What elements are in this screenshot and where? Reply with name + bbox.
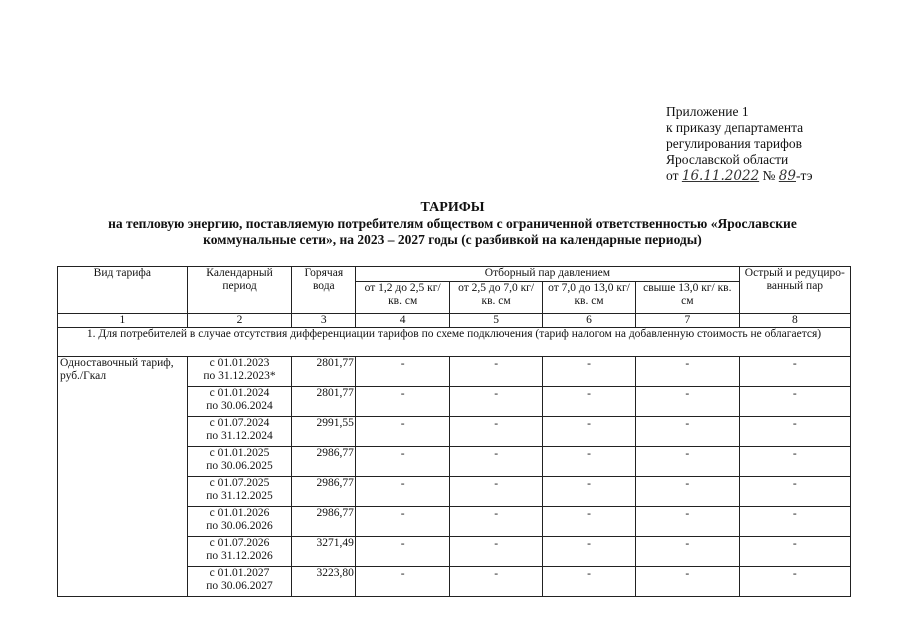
appendix-line: к приказу департамента bbox=[666, 120, 804, 135]
hot-water-value: 2801,77 bbox=[292, 357, 356, 387]
steam-2-value: - bbox=[450, 537, 543, 567]
steam-1-value: - bbox=[356, 567, 450, 597]
steam-1-value: - bbox=[356, 417, 450, 447]
title-main: ТАРИФЫ bbox=[420, 200, 485, 215]
steam-3-value: - bbox=[543, 417, 636, 447]
sharp-steam-value: - bbox=[739, 357, 850, 387]
steam-4-value: - bbox=[635, 567, 739, 597]
period-from: с 01.01.2024 bbox=[209, 387, 270, 399]
order-date-prefix: от bbox=[666, 168, 679, 183]
sharp-steam-value: - bbox=[739, 507, 850, 537]
column-number: 7 bbox=[635, 314, 739, 328]
steam-3-value: - bbox=[543, 387, 636, 417]
order-suffix: -тэ bbox=[795, 168, 813, 183]
appendix-block bbox=[666, 104, 813, 184]
period-to: по 31.12.2025 bbox=[206, 490, 273, 502]
steam-3-value: - bbox=[543, 477, 636, 507]
steam-4-value: - bbox=[635, 387, 739, 417]
header-steam: Отборный пар давлением bbox=[356, 267, 740, 282]
period-to: по 30.06.2025 bbox=[206, 460, 273, 472]
period-cell bbox=[187, 477, 292, 507]
period-from: с 01.01.2025 bbox=[209, 447, 270, 459]
column-number: 5 bbox=[450, 314, 543, 328]
column-number: 8 bbox=[739, 314, 850, 328]
document-title bbox=[40, 200, 865, 248]
hot-water-value: 2991,55 bbox=[292, 417, 356, 447]
header-steam-1: от 1,2 до 2,5 кг/ кв. см bbox=[356, 282, 450, 314]
sharp-steam-value: - bbox=[739, 417, 850, 447]
steam-4-value: - bbox=[635, 447, 739, 477]
steam-4-value: - bbox=[635, 357, 739, 387]
header-steam-4: свыше 13,0 кг/ кв. см bbox=[635, 282, 739, 314]
tariff-name: Одноставочный тариф, руб./Гкал bbox=[58, 357, 188, 597]
column-number: 1 bbox=[58, 314, 188, 328]
steam-1-value: - bbox=[356, 357, 450, 387]
header-row bbox=[58, 267, 851, 282]
appendix-line: регулирования тарифов bbox=[666, 136, 803, 151]
hot-water-value: 3271,49 bbox=[292, 537, 356, 567]
period-from: с 01.07.2025 bbox=[209, 477, 270, 489]
steam-3-value: - bbox=[543, 357, 636, 387]
period-to: по 30.06.2026 bbox=[206, 520, 273, 532]
steam-2-value: - bbox=[450, 357, 543, 387]
period-cell bbox=[187, 357, 292, 387]
steam-3-value: - bbox=[543, 507, 636, 537]
header-hot-water: Горячая вода bbox=[292, 267, 356, 314]
steam-1-value: - bbox=[356, 447, 450, 477]
title-subtitle-line2: коммунальные сети», на 2023 – 2027 годы (с разбивкой на календарные периоды) bbox=[203, 232, 702, 247]
steam-1-value: - bbox=[356, 477, 450, 507]
column-number: 4 bbox=[356, 314, 450, 328]
order-number: 89 bbox=[778, 168, 796, 184]
steam-2-value: - bbox=[450, 387, 543, 417]
steam-4-value: - bbox=[635, 537, 739, 567]
steam-2-value: - bbox=[450, 447, 543, 477]
steam-4-value: - bbox=[635, 477, 739, 507]
steam-1-value: - bbox=[356, 387, 450, 417]
period-to: по 30.06.2024 bbox=[206, 400, 273, 412]
hot-water-value: 3223,80 bbox=[292, 567, 356, 597]
table-row bbox=[58, 357, 851, 387]
period-to: по 31.12.2026 bbox=[206, 550, 273, 562]
period-cell bbox=[187, 447, 292, 477]
period-from: с 01.01.2026 bbox=[209, 507, 270, 519]
header-sharp-steam: Острый и редуциро-ванный пар bbox=[739, 267, 850, 314]
appendix-line: Ярославской области bbox=[666, 152, 789, 167]
header-period: Календарный период bbox=[187, 267, 292, 314]
period-cell bbox=[187, 417, 292, 447]
period-cell bbox=[187, 537, 292, 567]
column-number: 6 bbox=[543, 314, 636, 328]
steam-1-value: - bbox=[356, 537, 450, 567]
sharp-steam-value: - bbox=[739, 447, 850, 477]
steam-1-value: - bbox=[356, 507, 450, 537]
hot-water-value: 2986,77 bbox=[292, 507, 356, 537]
header-tariff-type: Вид тарифа bbox=[58, 267, 188, 314]
sharp-steam-value: - bbox=[739, 387, 850, 417]
hot-water-value: 2801,77 bbox=[292, 387, 356, 417]
steam-4-value: - bbox=[635, 507, 739, 537]
steam-3-value: - bbox=[543, 447, 636, 477]
title-subtitle-line1: на тепловую энергию, поставляемую потребителям обществом с ограниченной ответственностью «Ярославские bbox=[108, 216, 797, 231]
header-steam-2: от 2,5 до 7,0 кг/ кв. см bbox=[450, 282, 543, 314]
column-number: 2 bbox=[187, 314, 292, 328]
period-to: по 30.06.2027 bbox=[206, 580, 273, 592]
section-title: 1. Для потребителей в случае отсутствия дифференциации тарифов по схеме подключения (тариф налогом на добавленную стоимость не облагается) bbox=[58, 328, 851, 357]
period-cell bbox=[187, 567, 292, 597]
period-to: по 31.12.2024 bbox=[206, 430, 273, 442]
steam-3-value: - bbox=[543, 537, 636, 567]
sharp-steam-value: - bbox=[739, 567, 850, 597]
hot-water-value: 2986,77 bbox=[292, 477, 356, 507]
steam-2-value: - bbox=[450, 567, 543, 597]
period-from: с 01.01.2027 bbox=[209, 567, 270, 579]
tariffs-table bbox=[57, 266, 851, 597]
period-from: с 01.07.2026 bbox=[209, 537, 270, 549]
order-date-line bbox=[666, 168, 813, 184]
order-date: 16.11.2022 bbox=[681, 168, 760, 184]
header-steam-3: от 7,0 до 13,0 кг/ кв. см bbox=[543, 282, 636, 314]
steam-2-value: - bbox=[450, 417, 543, 447]
period-from: с 01.07.2024 bbox=[209, 417, 270, 429]
hot-water-value: 2986,77 bbox=[292, 447, 356, 477]
section-row bbox=[58, 328, 851, 357]
steam-2-value: - bbox=[450, 507, 543, 537]
period-to: по 31.12.2023* bbox=[203, 370, 276, 382]
order-number-sign: № bbox=[762, 168, 776, 183]
column-number-row bbox=[58, 314, 851, 328]
column-number: 3 bbox=[292, 314, 356, 328]
period-cell bbox=[187, 387, 292, 417]
steam-3-value: - bbox=[543, 567, 636, 597]
period-cell bbox=[187, 507, 292, 537]
period-from: с 01.01.2023 bbox=[209, 357, 270, 369]
sharp-steam-value: - bbox=[739, 537, 850, 567]
appendix-line: Приложение 1 bbox=[666, 104, 749, 119]
steam-2-value: - bbox=[450, 477, 543, 507]
steam-4-value: - bbox=[635, 417, 739, 447]
sharp-steam-value: - bbox=[739, 477, 850, 507]
